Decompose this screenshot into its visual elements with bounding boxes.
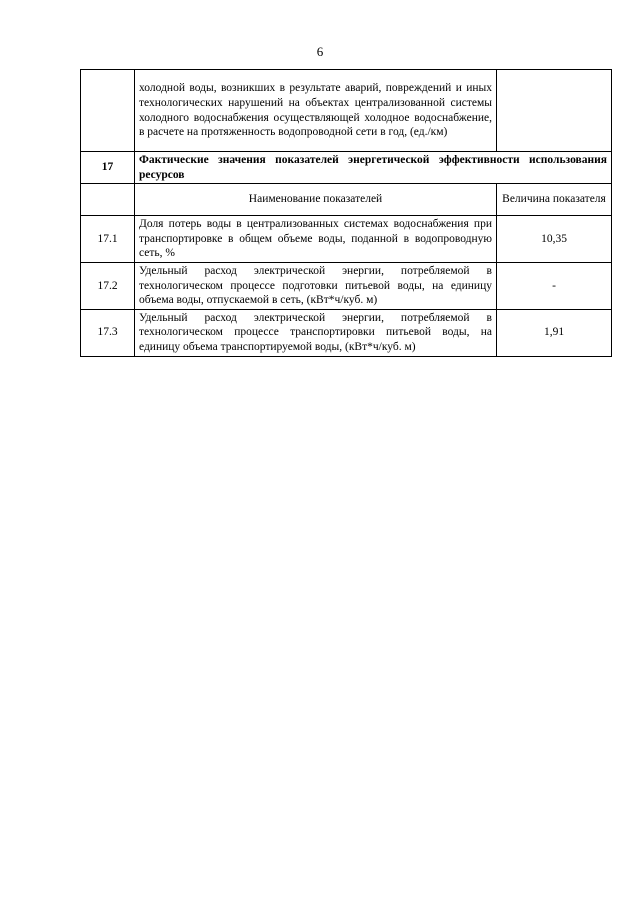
row-description: Удельный расход электрической энергии, потребляемой в технологическом процессе транспортировки питьевой воды, на единицу объема транспортируемой воды, (кВт*ч/куб. м) — [135, 309, 497, 356]
table-row — [81, 309, 612, 356]
indicators-table — [80, 69, 612, 357]
row-description: Удельный расход электрической энергии, потребляемой в технологическом процессе подготовки питьевой воды, на единицу объема воды, отпускаемой в сеть, (кВт*ч/куб. м) — [135, 262, 497, 309]
table-row — [81, 216, 612, 263]
column-header-row — [81, 184, 612, 216]
row-number: 17.2 — [81, 262, 135, 309]
row-number: 17.1 — [81, 216, 135, 263]
row-value: 10,35 — [497, 216, 612, 263]
row-description: холодной воды, возникших в результате аварий, повреждений и иных технологических нарушений на объектах централизованной системы холодного водоснабжения осуществляющей холодное водоснабжение, в расчете на протяженность водопроводной сети в год, (ед./км) — [135, 70, 497, 152]
table-row-continuation — [81, 70, 612, 152]
row-value: 1,91 — [497, 309, 612, 356]
section-number: 17 — [81, 152, 135, 184]
header-name: Наименование показателей — [135, 184, 497, 216]
row-number: 17.3 — [81, 309, 135, 356]
table-row — [81, 262, 612, 309]
header-empty-cell — [81, 184, 135, 216]
row-description: Доля потерь воды в централизованных системах водоснабжения при транспортировке в общем объеме воды, поданной в водопроводную сеть, % — [135, 216, 497, 263]
row-value — [497, 70, 612, 152]
section-title: Фактические значения показателей энергетической эффективности использования ресурсов — [135, 152, 612, 184]
row-value: - — [497, 262, 612, 309]
page-number: 6 — [316, 44, 324, 59]
header-value: Величина показателя — [497, 184, 612, 216]
section-header-row — [81, 152, 612, 184]
row-number — [81, 70, 135, 152]
